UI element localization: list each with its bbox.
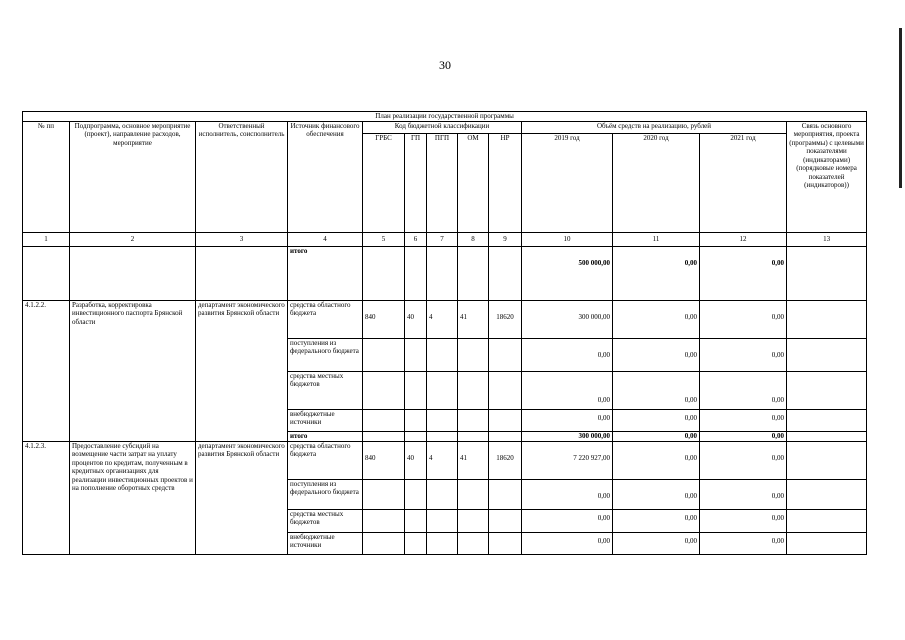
col-number: 2 bbox=[70, 232, 196, 246]
funding-source: средства местных бюджетов bbox=[288, 509, 363, 532]
col-number: 3 bbox=[196, 232, 288, 246]
code-pgp: 4 bbox=[427, 300, 458, 338]
amount-2020: 0,00 bbox=[613, 300, 700, 338]
amount-2021: 0,00 bbox=[700, 532, 787, 554]
table-row bbox=[23, 300, 867, 338]
code-grbs: 840 bbox=[363, 300, 405, 338]
activity-name: Разработка, корректировка инвестиционного паспорта Брянской области bbox=[70, 300, 196, 441]
amount-2020: 0,00 bbox=[613, 441, 700, 479]
table-title: План реализации государственной программы bbox=[23, 112, 867, 122]
header-indicators-link: Связь основного мероприятия, проекта (программы) с целевыми показателями (индикаторами) (порядковые номера показателей (индикаторов)) bbox=[787, 121, 867, 232]
code-pgp: 4 bbox=[427, 441, 458, 479]
header-source: Источник финансового обеспечения bbox=[288, 121, 363, 232]
column-numbers-row bbox=[23, 232, 867, 246]
amount-2019: 300 000,00 bbox=[522, 431, 613, 441]
code-gp: 40 bbox=[405, 441, 427, 479]
col-number: 12 bbox=[700, 232, 787, 246]
header-subprogram: Подпрограмма, основное мероприятие (проект), направление расходов, мероприятие bbox=[70, 121, 196, 232]
code-om: 41 bbox=[458, 441, 489, 479]
amount-2020: 0,00 bbox=[613, 479, 700, 509]
header-pgp: ПГП bbox=[427, 133, 458, 232]
amount-2019: 300 000,00 bbox=[522, 300, 613, 338]
code-gp: 40 bbox=[405, 300, 427, 338]
header-budget-code: Код бюджетной классификации bbox=[363, 121, 522, 133]
funding-source: внебюджетные источники bbox=[288, 409, 363, 431]
code-grbs: 840 bbox=[363, 441, 405, 479]
amount-2019: 0,00 bbox=[522, 532, 613, 554]
activity-name: Предоставление субсидий на возмещение части затрат на уплату процентов по кредитам, полученным в кредитных организациях для реализации инвестиционных проектов и на пополнение оборотных средств bbox=[70, 441, 196, 554]
amount-2020: 0,00 bbox=[613, 371, 700, 409]
funding-source: средства областного бюджета bbox=[288, 300, 363, 338]
col-number: 7 bbox=[427, 232, 458, 246]
code-nr: 18620 bbox=[489, 441, 522, 479]
funding-source: поступления из федерального бюджета bbox=[288, 338, 363, 371]
scan-edge-mark bbox=[899, 28, 902, 188]
code-om: 41 bbox=[458, 300, 489, 338]
amount-2019: 0,00 bbox=[522, 371, 613, 409]
amount-2020: 0,00 bbox=[613, 246, 700, 300]
funding-source: внебюджетные источники bbox=[288, 532, 363, 554]
col-number: 8 bbox=[458, 232, 489, 246]
amount-2021: 0,00 bbox=[700, 300, 787, 338]
funding-source-total: итого bbox=[288, 431, 363, 441]
amount-2021: 0,00 bbox=[700, 246, 787, 300]
header-num: № пп bbox=[23, 121, 70, 232]
code-nr: 18620 bbox=[489, 300, 522, 338]
col-number: 6 bbox=[405, 232, 427, 246]
header-row-1 bbox=[23, 121, 867, 133]
amount-2019: 0,00 bbox=[522, 338, 613, 371]
amount-2021: 0,00 bbox=[700, 479, 787, 509]
amount-2019: 7 220 927,00 bbox=[522, 441, 613, 479]
program-plan-table bbox=[22, 111, 867, 555]
amount-2019: 0,00 bbox=[522, 509, 613, 532]
col-number: 5 bbox=[363, 232, 405, 246]
amount-2020: 0,00 bbox=[613, 338, 700, 371]
amount-2019: 0,00 bbox=[522, 409, 613, 431]
amount-2021: 0,00 bbox=[700, 409, 787, 431]
header-2019: 2019 год bbox=[522, 133, 613, 232]
amount-2020: 0,00 bbox=[613, 431, 700, 441]
amount-2021: 0,00 bbox=[700, 441, 787, 479]
funding-source: средства областного бюджета bbox=[288, 441, 363, 479]
header-2020: 2020 год bbox=[613, 133, 700, 232]
col-number: 13 bbox=[787, 232, 867, 246]
header-2021: 2021 год bbox=[700, 133, 787, 232]
header-om: ОМ bbox=[458, 133, 489, 232]
header-grbs: ГРБС bbox=[363, 133, 405, 232]
amount-2021: 0,00 bbox=[700, 431, 787, 441]
amount-2021: 0,00 bbox=[700, 509, 787, 532]
col-number: 11 bbox=[613, 232, 700, 246]
amount-2019: 500 000,00 bbox=[522, 246, 613, 300]
amount-2020: 0,00 bbox=[613, 509, 700, 532]
title-row bbox=[23, 112, 867, 122]
header-amount: Объём средств на реализацию, рублей bbox=[522, 121, 787, 133]
table-row bbox=[23, 441, 867, 479]
page-number: 30 bbox=[439, 58, 451, 72]
col-number: 4 bbox=[288, 232, 363, 246]
col-number: 10 bbox=[522, 232, 613, 246]
amount-2020: 0,00 bbox=[613, 532, 700, 554]
source-total-label: итого bbox=[288, 246, 363, 300]
funding-source: средства местных бюджетов bbox=[288, 371, 363, 409]
activity-responsible: департамент экономического развития Брянской области bbox=[196, 441, 288, 554]
activity-responsible: департамент экономического развития Брянской области bbox=[196, 300, 288, 441]
total-row-top bbox=[23, 246, 867, 300]
header-nr: НР bbox=[489, 133, 522, 232]
header-responsible: Ответственный исполнитель, соисполнитель bbox=[196, 121, 288, 232]
col-number: 1 bbox=[23, 232, 70, 246]
funding-source: поступления из федерального бюджета bbox=[288, 479, 363, 509]
col-number: 9 bbox=[489, 232, 522, 246]
amount-2019: 0,00 bbox=[522, 479, 613, 509]
amount-2021: 0,00 bbox=[700, 371, 787, 409]
header-gp: ГП bbox=[405, 133, 427, 232]
activity-number: 4.1.2.2. bbox=[23, 300, 70, 441]
amount-2021: 0,00 bbox=[700, 338, 787, 371]
activity-number: 4.1.2.3. bbox=[23, 441, 70, 554]
amount-2020: 0,00 bbox=[613, 409, 700, 431]
